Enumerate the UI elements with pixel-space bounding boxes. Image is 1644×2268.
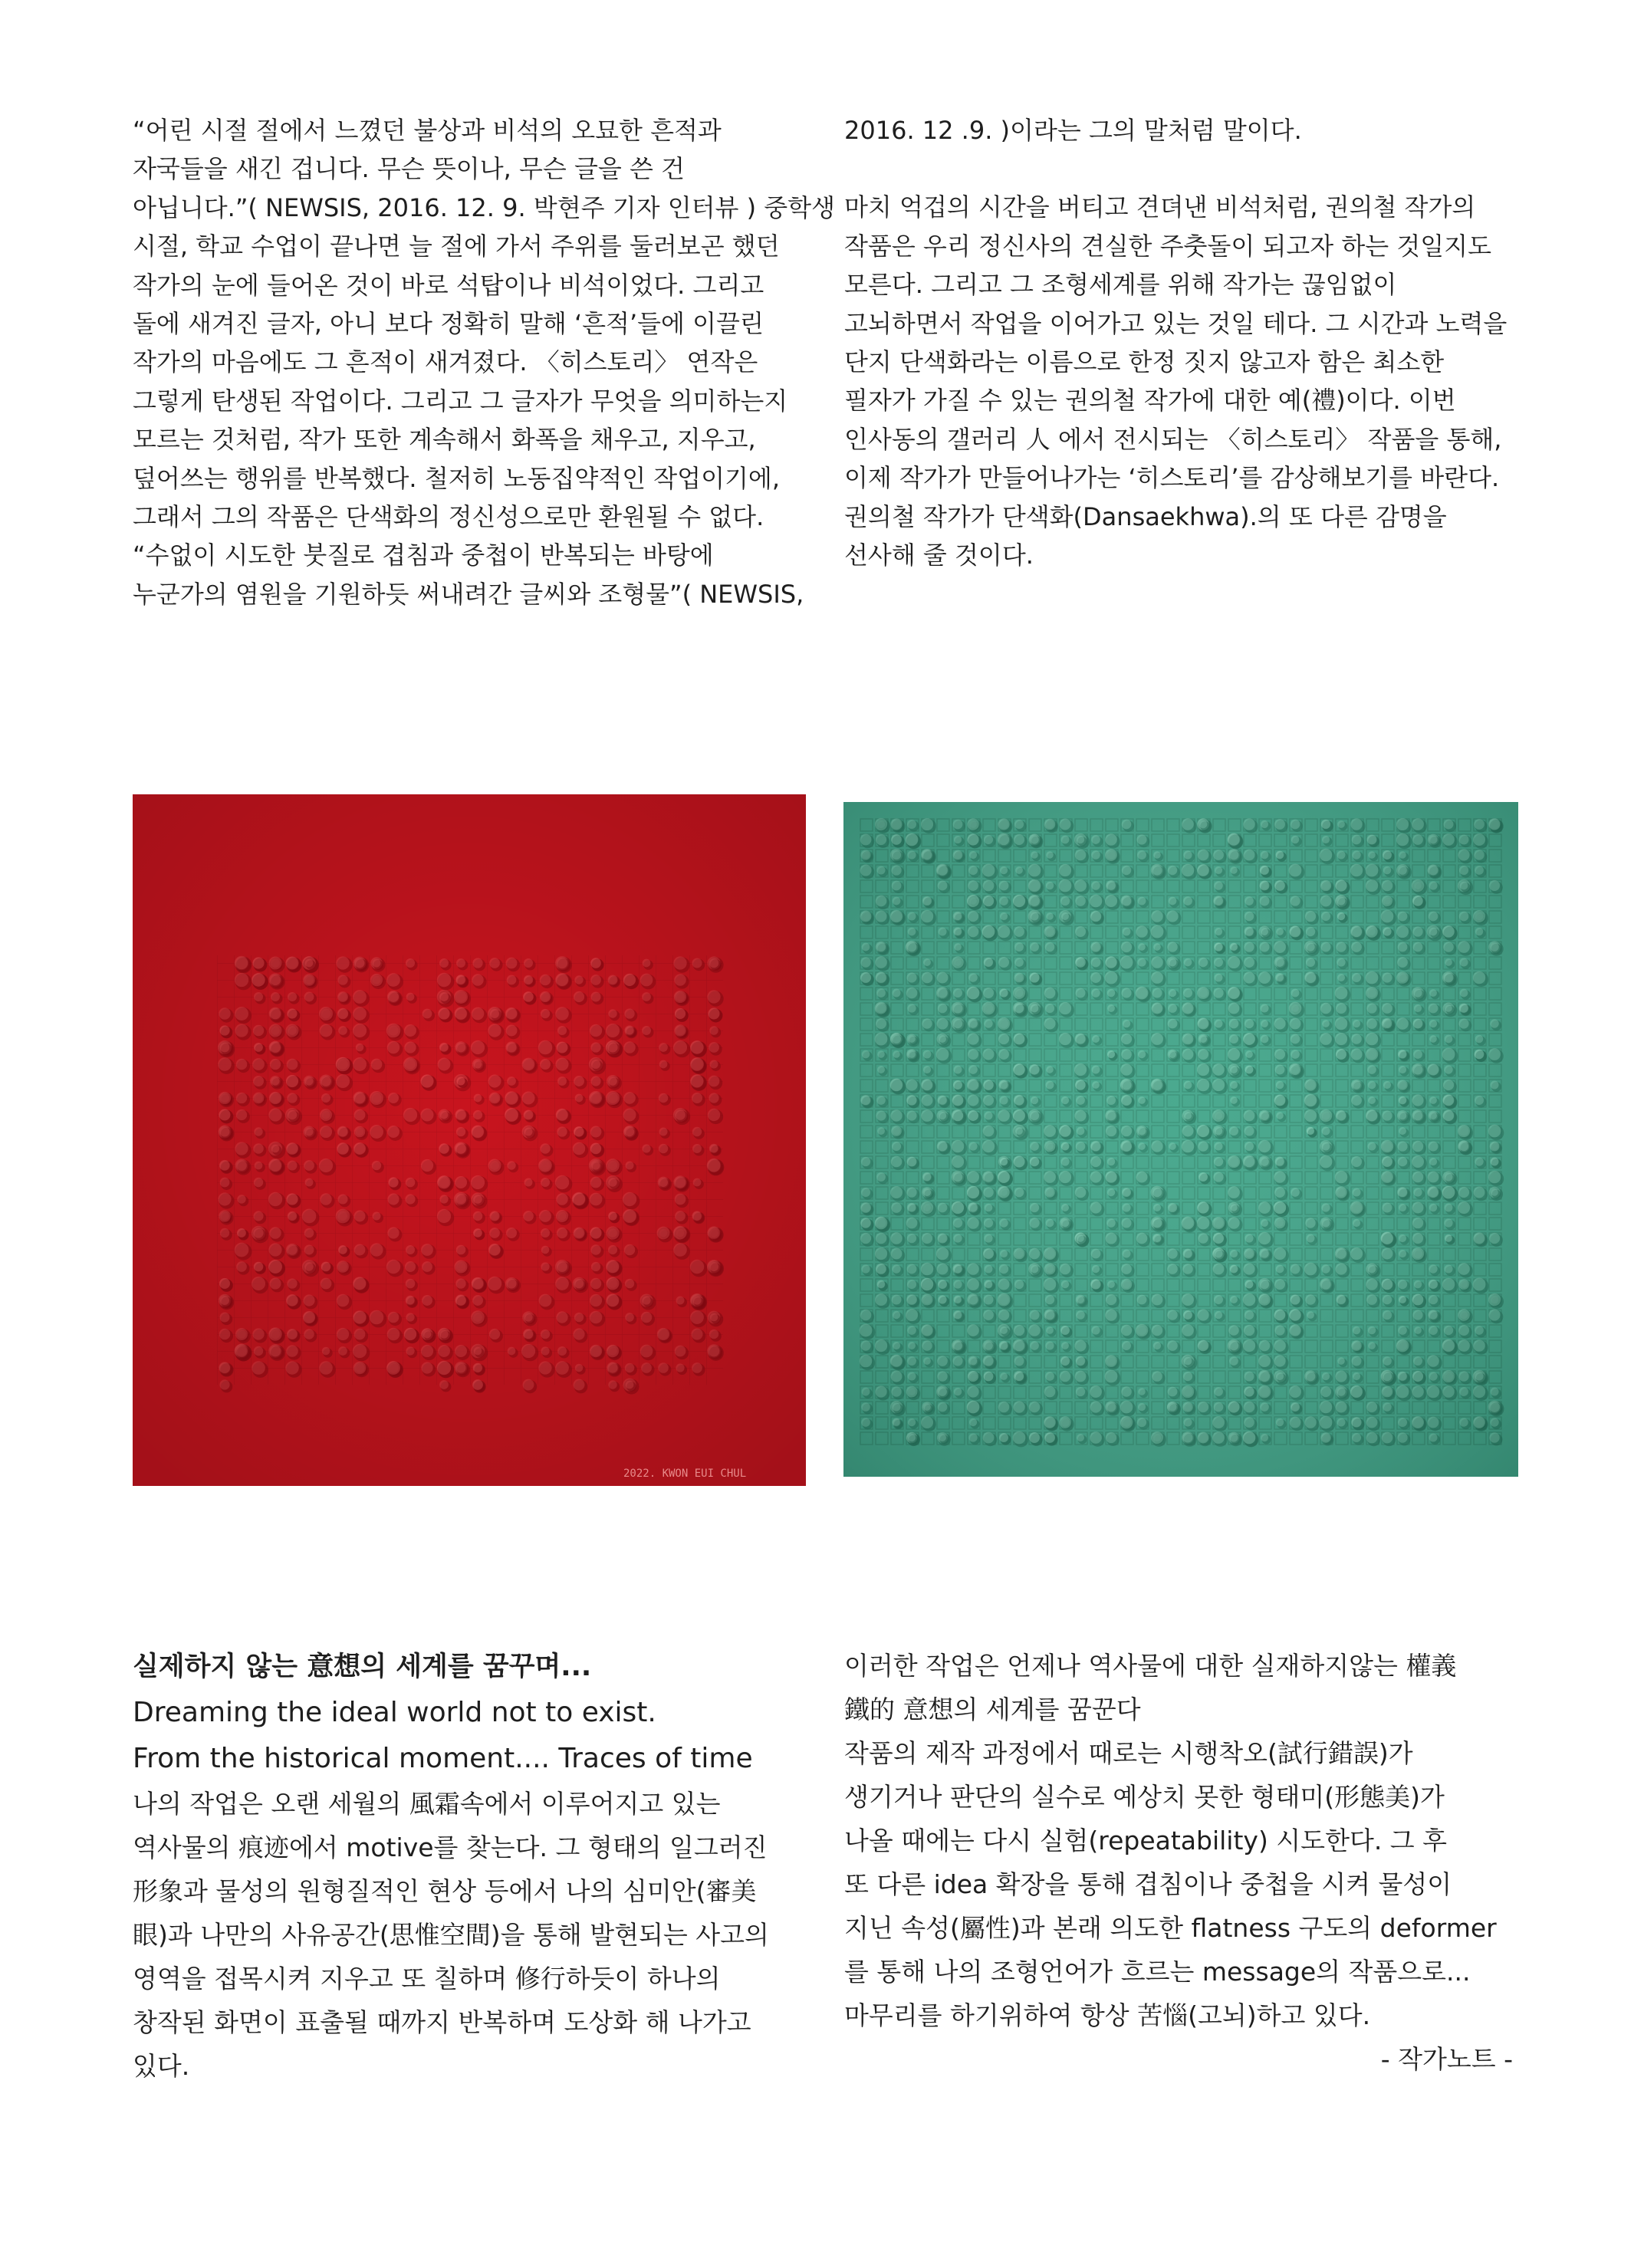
- text-line: 권의철 작가가 단색화(Dansaekhwa).의 또 다른 감명을: [844, 501, 1447, 531]
- essay-column-top-left: [133, 111, 836, 613]
- text-line: 고뇌하면서 작업을 이어가고 있는 것일 테다. 그 시간과 노력을: [844, 308, 1508, 338]
- text-line: 선사해 줄 것이다.: [844, 541, 1034, 570]
- essay-column-top-right: [844, 111, 1519, 574]
- painting-red-history: [133, 794, 806, 1486]
- text-line: 누군가의 염원을 기원하듯 써내려간 글씨와 조형물”( NEWSIS,: [133, 579, 804, 609]
- text-line: “어린 시절 절에서 느꼈던 불상과 비석의 오묘한 흔적과: [133, 116, 722, 145]
- text-line: 영역을 접목시켜 지우고 또 칠하며 修行하듯이 하나의: [133, 1964, 721, 1994]
- artist-note-signature: - 작가노트 -: [1380, 2044, 1513, 2074]
- artist-note-heading-en-1: Dreaming the ideal world not to exist.: [133, 1697, 656, 1728]
- painting-green-canvas: [843, 802, 1518, 1477]
- text-line: 창작된 화면이 표출될 때까지 반복하며 도상화 해 나가고: [133, 2007, 751, 2037]
- text-line: 생기거나 판단의 실수로 예상치 못한 형태미(形態美)가: [844, 1782, 1445, 1812]
- text-line: 작가의 눈에 들어온 것이 바로 석탑이나 비석이었다. 그리고: [133, 270, 764, 300]
- text-line: 2016. 12 .9. )이라는 그의 말처럼 말이다.: [844, 116, 1302, 145]
- text-line: 작가의 마음에도 그 흔적이 새겨졌다. 〈히스토리〉 연작은: [133, 347, 758, 377]
- artist-note-heading-en-2: From the historical moment.... Traces of time: [133, 1743, 753, 1774]
- text-line: 眼)과 나만의 사유공간(思惟空間)을 통해 발현되는 사고의: [133, 1920, 769, 1950]
- artist-note-column-left: [133, 1644, 807, 2088]
- text-line: 모르는 것처럼, 작가 또한 계속해서 화폭을 채우고, 지우고,: [133, 425, 756, 455]
- text-line: 나의 작업은 오랜 세월의 風霜속에서 이루어지고 있는: [133, 1789, 721, 1819]
- text-line: 역사물의 痕迹에서 motive를 찾는다. 그 형태의 일그러진: [133, 1832, 768, 1862]
- text-line: 이러한 작업은 언제나 역사물에 대한 실재하지않는 權義: [844, 1651, 1457, 1681]
- text-line: 그렇게 탄생된 작업이다. 그리고 그 글자가 무엇을 의미하는지: [133, 386, 788, 416]
- text-line: 인사동의 갤러리 人 에서 전시되는 〈히스토리〉 작품을 통해,: [844, 424, 1502, 454]
- text-line: 마치 억겁의 시간을 버티고 견뎌낸 비석처럼, 권의철 작가의: [844, 192, 1476, 222]
- text-line: 그래서 그의 작품은 단색화의 정신성으로만 환원될 수 없다.: [133, 502, 764, 532]
- essay-paragraph-2: [844, 188, 1519, 574]
- artist-note-paragraph-2: [844, 1644, 1519, 2037]
- text-line: 지닌 속성(屬性)과 본래 의도한 flatness 구도의 deformer: [844, 1913, 1497, 1943]
- artist-note-paragraph-1: [133, 1782, 807, 2088]
- artist-note-heading-ko: 실제하지 않는 意想의 세계를 꿈꾸며...: [133, 1652, 592, 1682]
- text-line: 鐵的 意想의 세계를 꿈꾼다: [844, 1694, 1141, 1724]
- text-line: 形象과 물성의 원형질적인 현상 등에서 나의 심미안(審美: [133, 1876, 757, 1906]
- text-line: 나올 때에는 다시 실험(repeatability) 시도한다. 그 후: [844, 1826, 1448, 1855]
- text-line: 자국들을 새긴 겁니다. 무슨 뜻이나, 무슨 글을 쓴 건: [133, 154, 685, 184]
- text-line: 돌에 새겨진 글자, 아니 보다 정확히 말해 ‘흔적’들에 이끌린: [133, 309, 764, 339]
- text-line: 시절, 학교 수업이 끝나면 늘 절에 가서 주위를 둘러보곤 했던: [133, 232, 780, 261]
- text-line: 필자가 가질 수 있는 권의철 작가에 대한 예(禮)이다. 이번: [844, 386, 1456, 416]
- painting-red-signature: 2022. KWON EUI CHUL: [623, 1468, 747, 1480]
- painting-red-canvas: [133, 794, 806, 1486]
- text-line: 작품은 우리 정신사의 견실한 주춧돌이 되고자 하는 것일지도: [844, 231, 1492, 261]
- essay-paragraph-1-end: [844, 111, 1519, 150]
- text-line: 또 다른 idea 확장을 통해 겹침이나 중첩을 시켜 물성이: [844, 1869, 1452, 1899]
- text-line: 모른다. 그리고 그 조형세계를 위해 작가는 끊임없이: [844, 270, 1397, 300]
- text-line: 이제 작가가 만들어나가는 ‘히스토리’를 감상해보기를 바란다.: [844, 463, 1500, 493]
- text-line: 덮어쓰는 행위를 반복했다. 철저히 노동집약적인 작업이기에,: [133, 463, 781, 493]
- text-line: 작품의 제작 과정에서 때로는 시행착오(試行錯誤)가: [844, 1738, 1413, 1768]
- painting-green-history: [843, 802, 1518, 1477]
- text-line: 아닙니다.”( NEWSIS, 2016. 12. 9. 박현주 기자 인터뷰 ) 중학생: [133, 192, 836, 222]
- text-line: 마무리를 하기위하여 항상 苦惱(고뇌)하고 있다.: [844, 2000, 1371, 2030]
- text-line: 있다.: [133, 2051, 190, 2081]
- artist-note-column-right: [844, 1644, 1519, 2081]
- text-line: 단지 단색화라는 이름으로 한정 짓지 않고자 함은 최소한: [844, 347, 1445, 377]
- essay-paragraph-1: [133, 111, 836, 613]
- text-line: “수없이 시도한 붓질로 겹침과 중첩이 반복되는 바탕에: [133, 541, 714, 570]
- text-line: 를 통해 나의 조형언어가 흐르는 message의 작품으로...: [844, 1957, 1471, 1987]
